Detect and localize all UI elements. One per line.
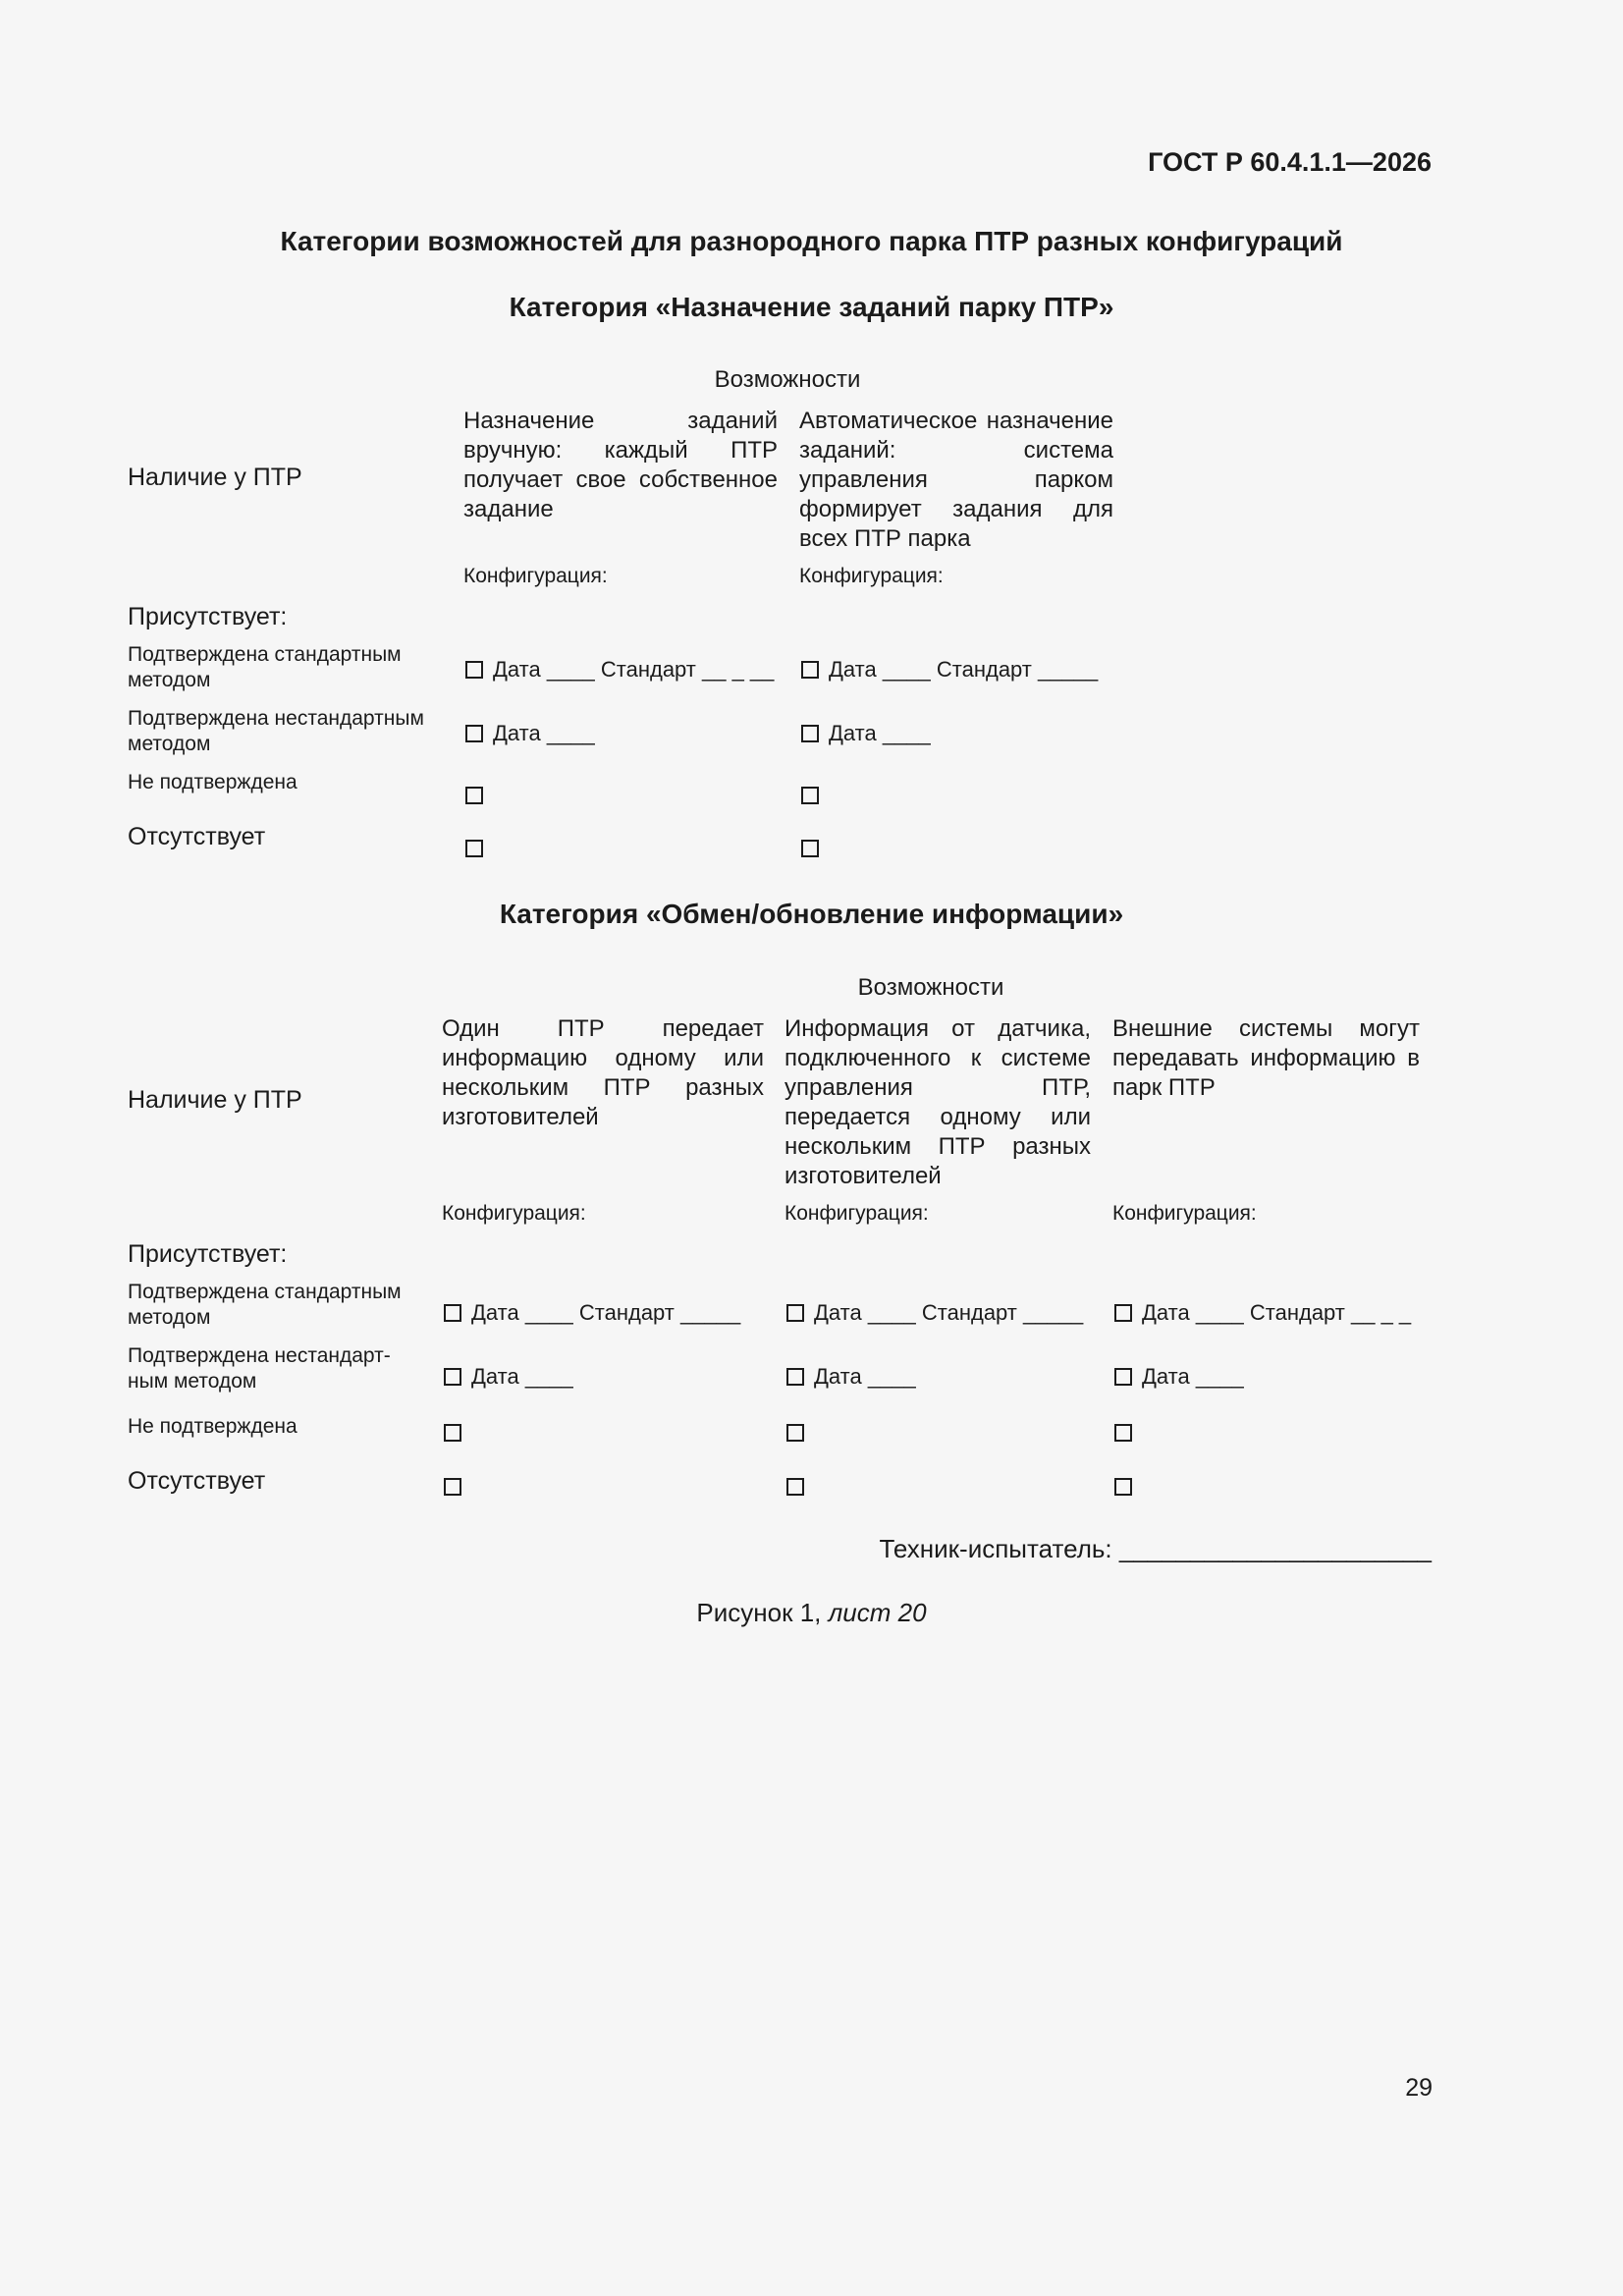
checkbox-icon[interactable]: [801, 661, 819, 679]
category2-present-label: Присутствует:: [128, 1240, 288, 1268]
category2-capability-3: Внешние системы могут передавать информацию в парк ПТР: [1112, 1015, 1420, 1101]
category1-nonstandard-entry-1: [465, 721, 595, 746]
checkbox-icon[interactable]: [444, 1368, 461, 1386]
checkbox-icon[interactable]: [465, 787, 483, 804]
category1-not-confirmed-label: Не подтверждена: [128, 771, 298, 793]
checkbox-icon[interactable]: [786, 1478, 804, 1496]
date-field: Дата ____: [471, 1364, 573, 1389]
figure-sheet: лист 20: [828, 1598, 927, 1627]
category1-standard-entry-1: [465, 657, 774, 683]
checkbox-icon[interactable]: [801, 725, 819, 742]
date-field: Дата ____: [1142, 1364, 1244, 1389]
category2-capabilities-heading: Возможности: [857, 974, 1004, 1001]
category1-capabilities-heading: Возможности: [714, 366, 861, 393]
date-standard-field: Дата ____ Стандарт __ _ __: [493, 657, 775, 682]
category2-standard-entry-2: [786, 1300, 1083, 1326]
checkbox-icon[interactable]: [444, 1478, 461, 1496]
category1-nonstandard-entry-2: [801, 721, 931, 746]
category2-availability-label: Наличие у ПТР: [128, 1086, 302, 1114]
technician-signature-field: Техник-испытатель: ______________________: [879, 1534, 1432, 1563]
standard-number: ГОСТ Р 60.4.1.1—2026: [1148, 147, 1432, 177]
checkbox-icon[interactable]: [786, 1304, 804, 1322]
page-title: Категории возможностей для разнородного парка ПТР разных конфигураций: [280, 226, 1343, 256]
category1-confirmed-nonstandard-label: Подтверждена нестандартным методом: [128, 707, 424, 755]
category2-capability-1: Один ПТР передает информацию одному или нескольким ПТР разных изготовителей: [442, 1015, 764, 1130]
category2-absent-label: Отсутствует: [128, 1467, 266, 1495]
date-field: Дата ____: [814, 1364, 916, 1389]
figure-label: Рисунок 1,: [696, 1598, 822, 1627]
category1-config-label-2: Конфигурация:: [799, 565, 944, 587]
category1-present-label: Присутствует:: [128, 603, 288, 630]
checkbox-icon[interactable]: [786, 1424, 804, 1442]
checkbox-icon[interactable]: [801, 787, 819, 804]
category2-not-confirmed-label: Не подтверждена: [128, 1415, 298, 1438]
checkbox-icon[interactable]: [801, 840, 819, 857]
checkbox-icon[interactable]: [1114, 1424, 1132, 1442]
category1-capability-2: Автоматическое назначение заданий: система управления парком формирует задания для всех ПТР парка: [799, 408, 1113, 552]
date-standard-field: Дата ____ Стандарт _____: [814, 1300, 1084, 1325]
date-standard-field: Дата ____ Стандарт _____: [829, 657, 1099, 682]
category1-capability-1: Назначение заданий вручную: каждый ПТР получает свое собственное задание: [463, 408, 778, 522]
checkbox-icon[interactable]: [465, 840, 483, 857]
category1-availability-label: Наличие у ПТР: [128, 464, 302, 491]
checkbox-icon[interactable]: [444, 1304, 461, 1322]
checkbox-icon[interactable]: [1114, 1368, 1132, 1386]
category2-confirmed-nonstandard-label: Подтверждена нестандарт-ным методом: [128, 1344, 391, 1393]
date-standard-field: Дата ____ Стандарт __ _ _: [1142, 1300, 1412, 1325]
category1-config-label-1: Конфигурация:: [463, 565, 608, 587]
category2-capability-2: Информация от датчика, подключенного к системе управления ПТР, передается одному или нескольким ПТР разных изготовителей: [784, 1015, 1091, 1189]
checkbox-icon[interactable]: [786, 1368, 804, 1386]
category1-standard-entry-2: [801, 657, 1098, 683]
category2-standard-entry-3: [1114, 1300, 1411, 1326]
category1-confirmed-standard-label: Подтверждена стандартным методом: [128, 643, 402, 691]
checkbox-icon[interactable]: [465, 661, 483, 679]
page-number: 29: [1405, 2074, 1433, 2102]
category2-confirmed-standard-label: Подтверждена стандартным методом: [128, 1281, 402, 1329]
checkbox-icon[interactable]: [1114, 1478, 1132, 1496]
category2-nonstandard-entry-3: [1114, 1364, 1244, 1390]
category2-title: Категория «Обмен/обновление информации»: [499, 899, 1124, 929]
checkbox-icon[interactable]: [465, 725, 483, 742]
checkbox-icon[interactable]: [1114, 1304, 1132, 1322]
category2-standard-entry-1: [444, 1300, 740, 1326]
date-field: Дата ____: [493, 721, 595, 745]
category1-absent-label: Отсутствует: [128, 823, 266, 850]
date-field: Дата ____: [829, 721, 931, 745]
date-standard-field: Дата ____ Стандарт _____: [471, 1300, 741, 1325]
figure-caption: [0, 1598, 1623, 1628]
category2-config-label-2: Конфигурация:: [784, 1202, 929, 1225]
category2-config-label-3: Конфигурация:: [1112, 1202, 1257, 1225]
checkbox-icon[interactable]: [444, 1424, 461, 1442]
category1-title: Категория «Назначение заданий парку ПТР»: [509, 292, 1114, 322]
category2-nonstandard-entry-2: [786, 1364, 916, 1390]
category2-nonstandard-entry-1: [444, 1364, 573, 1390]
category2-config-label-1: Конфигурация:: [442, 1202, 586, 1225]
